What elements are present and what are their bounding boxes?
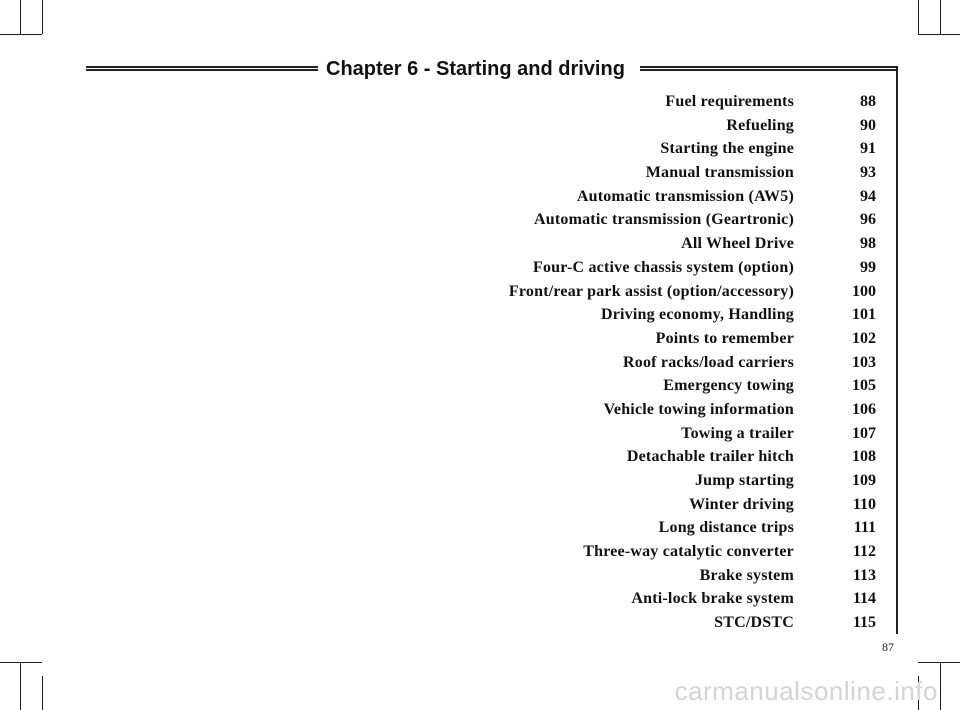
toc-entry[interactable] [380,469,880,493]
toc-entry-title: Starting the engine [660,140,794,158]
toc-entry-page: 109 [852,472,876,489]
toc-entry-page: 103 [852,353,876,371]
side-rule [896,68,898,634]
toc-entry-title: Brake system [699,566,794,584]
toc-entry-title: Anti-lock brake system [631,590,794,608]
crop-mark [918,662,960,663]
toc-entry-title: Manual transmission [645,164,794,182]
toc-entry-page: 90 [860,116,876,134]
toc-entry-title: Winter driving [689,495,794,513]
toc-entry-title: Refueling [726,116,794,134]
toc-entry-page: 106 [852,400,876,418]
toc-entry-page: 115 [852,614,876,632]
toc-entry[interactable] [380,516,880,540]
chapter-header [0,56,960,82]
toc-entry-page: 94 [860,187,876,205]
header-rule-right [640,66,898,71]
toc-entry-page: 113 [852,566,876,584]
toc-entry-title: Front/rear park assist (option/accessory) [508,282,794,300]
toc-entry-page: 112 [852,543,876,561]
toc-entry-page: 114 [852,590,876,608]
toc-entry-page: 91 [860,140,876,158]
toc-entry-title: Towing a trailer [681,424,794,442]
toc-entry-page: 101 [852,306,876,324]
toc-entry-title: Automatic transmission (Geartronic) [534,211,794,229]
toc-entry-title: Points to remember [655,329,794,347]
toc-entry[interactable] [380,611,880,635]
toc-entry-page: 88 [860,93,876,110]
toc-entry[interactable] [380,137,880,161]
watermark-text: carmanualsonline.info [674,676,938,706]
toc-entry-title: STC/DSTC [714,614,794,632]
toc-entry[interactable] [380,540,880,564]
toc-entry-page: 99 [860,258,876,276]
toc-entry-title: Long distance trips [658,519,794,537]
toc-entry-page: 110 [852,495,876,513]
crop-mark [0,34,42,35]
toc-entry[interactable] [380,256,880,280]
crop-mark [20,662,21,710]
crop-mark [42,0,43,34]
toc-entry[interactable] [380,351,880,375]
toc-entry[interactable] [380,90,880,114]
toc-entry-page: 108 [852,448,876,466]
crop-mark [0,662,42,663]
toc-entry-title: Emergency towing [663,377,794,395]
toc-entry-page: 107 [852,424,876,442]
toc-entry-title: Automatic transmission (AW5) [576,187,794,205]
toc-entry[interactable] [380,374,880,398]
toc-entry[interactable] [380,564,880,588]
toc-entry[interactable] [380,493,880,517]
toc-entry[interactable] [380,280,880,304]
header-rule-left [86,66,318,71]
toc-entry-title: Jump starting [694,472,794,489]
toc-entry-title: Fuel requirements [665,93,794,110]
table-of-contents [380,90,880,635]
toc-entry-title: Roof racks/load carriers [623,353,794,371]
toc-entry-page: 98 [860,235,876,253]
toc-entry[interactable] [380,232,880,256]
toc-entry-page: 100 [852,282,876,300]
crop-mark [42,676,43,710]
toc-entry-page: 111 [853,519,876,537]
toc-entry-title: Vehicle towing information [603,400,794,418]
toc-entry[interactable] [380,303,880,327]
toc-entry-title: Driving economy, Handling [600,306,794,324]
toc-entry-page: 93 [860,164,876,182]
crop-mark [918,34,960,35]
crop-mark [940,662,941,710]
toc-entry-title: All Wheel Drive [681,235,794,253]
crop-mark [940,0,941,34]
chapter-title: Chapter 6 - Starting and driving [326,58,625,80]
crop-mark [20,0,21,34]
toc-entry[interactable] [380,185,880,209]
page-number: 87 [882,640,894,654]
toc-entry-title: Three-way catalytic converter [583,543,794,561]
toc-entry-page: 102 [852,329,876,347]
toc-entry-title: Detachable trailer hitch [626,448,794,466]
toc-entry-page: 96 [860,211,876,229]
crop-mark [918,0,919,34]
toc-entry[interactable] [380,161,880,185]
toc-entry[interactable] [380,422,880,446]
toc-entry-title: Four-C active chassis system (option) [532,258,794,276]
toc-entry[interactable] [380,445,880,469]
toc-entry[interactable] [380,398,880,422]
toc-entry[interactable] [380,587,880,611]
toc-entry[interactable] [380,114,880,138]
toc-entry[interactable] [380,208,880,232]
toc-entry-page: 105 [852,377,876,395]
toc-entry[interactable] [380,327,880,351]
